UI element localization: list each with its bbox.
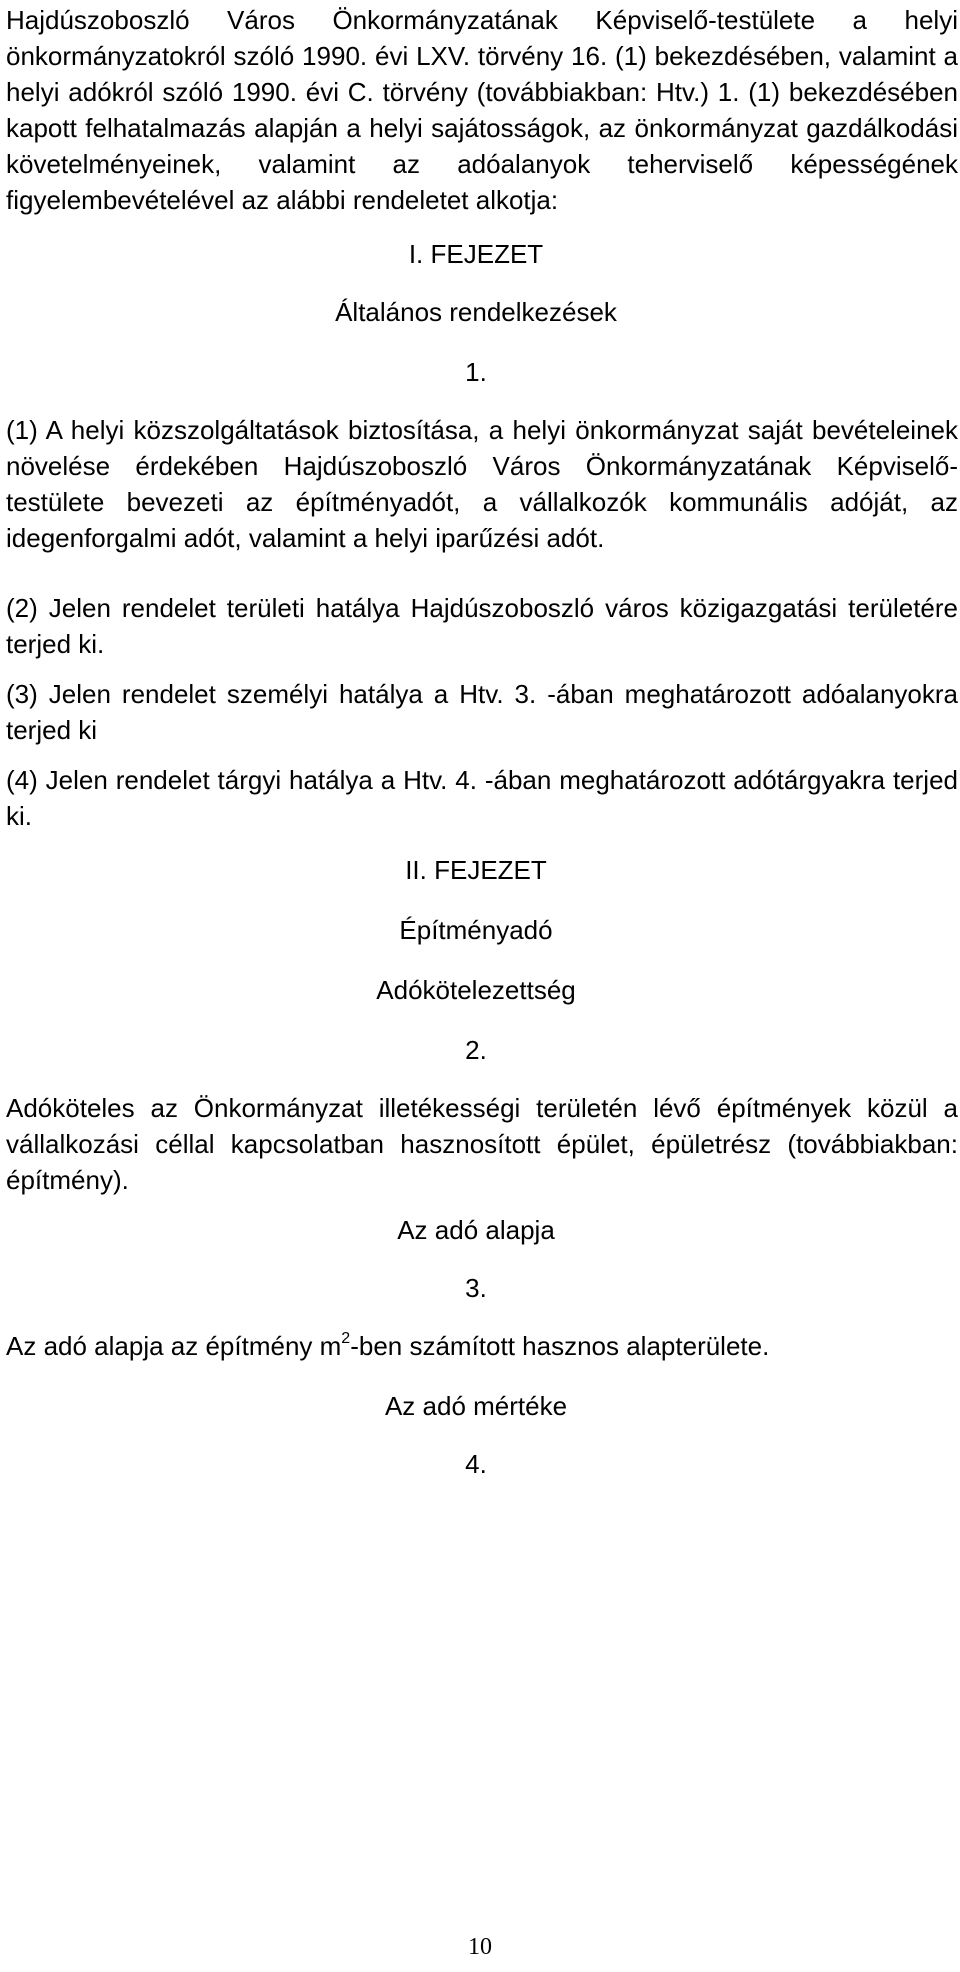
chapter-1-title: I. FEJEZET [408,239,544,269]
section-3-number: 3. [465,1273,487,1303]
section-1-paragraph-2: (2) Jelen rendelet területi hatálya Hajdúszoboszló város közigazgatási területére terjed ki. [6,593,958,659]
section-3-superscript: 2 [341,1330,351,1348]
section-4-number: 4. [465,1449,487,1479]
section-1-number: 1. [465,357,487,387]
section-1-paragraph-4: (4) Jelen rendelet tárgyi hatálya a Htv. 4. -ában meghatározott adótárgyakra terjed ki. [6,765,958,831]
section-2-number: 2. [465,1035,487,1065]
section-1-paragraph-1: (1) A helyi közszolgáltatások biztosítása, a helyi önkormányzat saját bevételeinek növelése érdekében Hajdúszoboszló Város Önkormányzatának Képviselő-testülete bevezeti az építményadót, a vállalkozók kommunális adóját, az idegenforgalmi adót, valamint a helyi iparűzési adót. [6,415,958,553]
section-1-paragraph-3: (3) Jelen rendelet személyi hatálya a Htv. 3. -ában meghatározott adóalanyokra terjed ki [6,679,958,745]
page-number: 10 [468,1934,492,1960]
section-3-paragraph [6,1328,958,1364]
section-3-text-after: -ben számított hasznos alapterülete. [350,1331,770,1361]
chapter-2-title: II. FEJEZET [405,855,547,885]
section-3-text-before: Az adó alapja az építmény m [6,1331,342,1361]
heading-liability: Adókötelezettség [376,975,576,1005]
preamble-paragraph: Hajdúszoboszló Város Önkormányzatának Képviselő-testülete a helyi önkormányzatokról szóló 1990. évi LXV. törvény 16. (1) bekezdésében, valamint a helyi adókról szóló 1990. évi C. törvény (továbbiakban: Htv.) 1. (1) bekezdésében kapott felhatalmazás alapján a helyi sajátosságok, az önkormányzat gazdálkodási követelményeinek, valamint az adóalanyok teherviselő képességének figyelembevételével az alábbi rendeletet alkotja: [6,5,958,215]
heading-tax-base: Az adó alapja [397,1215,555,1245]
heading-tax-rate: Az adó mértéke [384,1391,568,1421]
chapter-1-subtitle: Általános rendelkezések [335,297,617,327]
chapter-2-subtitle: Építményadó [399,915,553,945]
section-2-paragraph: Adóköteles az Önkormányzat illetékességi területén lévő építmények közül a vállalkozási céllal kapcsolatban hasznosított épület, épületrész (továbbiakban: építmény). [6,1093,958,1195]
